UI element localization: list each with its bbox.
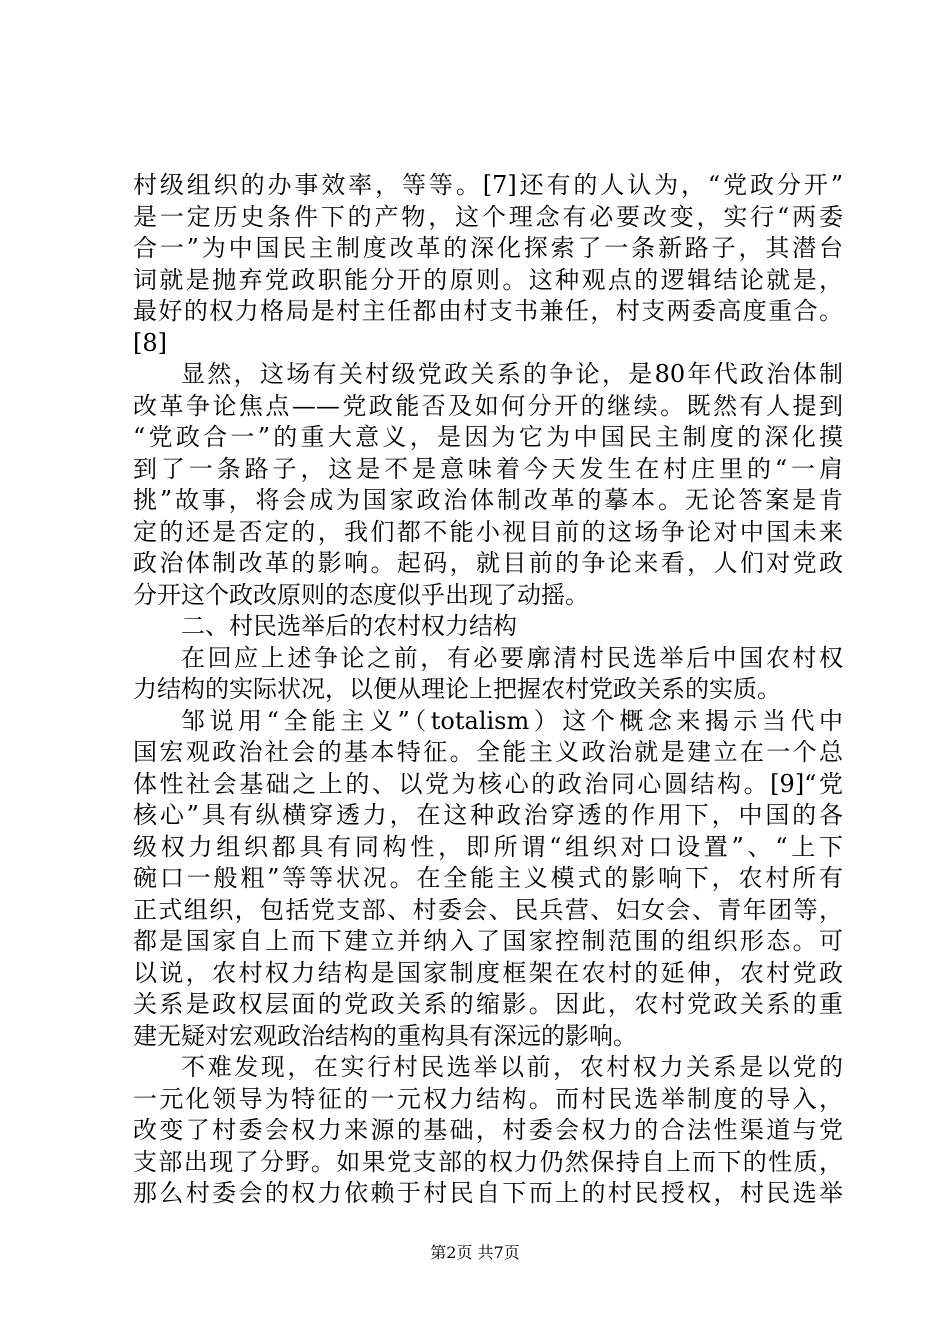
text-line: 村级组织的办事效率，等等。[7]还有的人认为，“党政分开” — [133, 171, 843, 199]
text-line: 不难发现，在实行村民选举以前，农村权力关系是以党的 — [181, 1053, 843, 1081]
text-line: 体性社会基础之上的、以党为核心的政治同心圆结构。[9]“党 — [133, 769, 843, 798]
page-footer: 第2页 共7页 — [430, 1243, 520, 1262]
text-line: 最好的权力格局是村主任都由村支书兼任，村支两委高度重合。 — [133, 297, 843, 325]
text-line: 都是国家自上而下建立并纳入了国家控制范围的组织形态。可 — [133, 927, 843, 955]
text-line: 核心”具有纵横穿透力，在这种政治穿透的作用下，中国的各 — [133, 801, 843, 829]
text-line: 关系是政权层面的党政关系的缩影。因此，农村党政关系的重 — [133, 990, 843, 1018]
text-line: 挑”故事，将会成为国家政治体制改革的摹本。无论答案是肯 — [133, 486, 843, 514]
text-line: 定的还是否定的，我们都不能小视目前的这场争论对中国未来 — [133, 517, 843, 546]
text-line: 是一定历史条件下的产物，这个理念有必要改变，实行“两委 — [133, 202, 843, 231]
text-line: 分开这个政改原则的态度似乎出现了动摇。 — [133, 580, 589, 609]
text-line: 支部出现了分野。如果党支部的权力仍然保持自上而下的性质， — [133, 1147, 843, 1176]
text-line: 政治体制改革的影响。起码，就目前的争论来看，人们对党政 — [133, 549, 843, 577]
text-line: 那么村委会的权力依赖于村民自下而上的村民授权，村民选举 — [133, 1179, 843, 1207]
text-line: 力结构的实际状况，以便从理论上把握农村党政关系的实质。 — [133, 675, 781, 703]
text-line: 显然，这场有关村级党政关系的争论，是80年代政治体制 — [181, 360, 843, 388]
text-line: 建无疑对宏观政治结构的重构具有深远的影响。 — [133, 1021, 637, 1050]
text-line: 国宏观政治社会的基本特征。全能主义政治就是建立在一个总 — [133, 738, 843, 766]
text-line: 词就是抛弃党政职能分开的原则。这种观点的逻辑结论就是， — [133, 265, 843, 294]
text-line: 到了一条路子，这是不是意味着今天发生在村庄里的“一肩 — [133, 454, 843, 483]
text-line: “党政合一”的重大意义，是因为它为中国民主制度的深化摸 — [133, 423, 843, 451]
text-line: 邹说用“全能主义”（totalism）这个概念来揭示当代中 — [181, 706, 843, 735]
document-body — [133, 170, 843, 1210]
text-line: 二、村民选举后的农村权力结构 — [181, 612, 517, 640]
text-line: [8] — [133, 328, 167, 357]
text-line: 以说，农村权力结构是国家制度框架在农村的延伸，农村党政 — [133, 958, 843, 987]
text-line: 一元化领导为特征的一元权力结构。而村民选举制度的导入， — [133, 1084, 843, 1113]
text-line: 在回应上述争论之前，有必要廓清村民选举后中国农村权 — [181, 643, 843, 672]
text-line: 合一”为中国民主制度改革的深化探索了一条新路子，其潜台 — [133, 234, 843, 262]
text-line: 改变了村委会权力来源的基础，村委会权力的合法性渠道与党 — [133, 1116, 843, 1144]
text-line: 级权力组织都具有同构性，即所谓“组织对口设置”、“上下 — [133, 832, 843, 861]
text-line: 碗口一般粗”等等状况。在全能主义模式的影响下，农村所有 — [133, 864, 843, 892]
text-line: 正式组织，包括党支部、村委会、民兵营、妇女会、青年团等， — [133, 895, 843, 924]
text-line: 改革争论焦点——党政能否及如何分开的继续。既然有人提到 — [133, 391, 843, 420]
